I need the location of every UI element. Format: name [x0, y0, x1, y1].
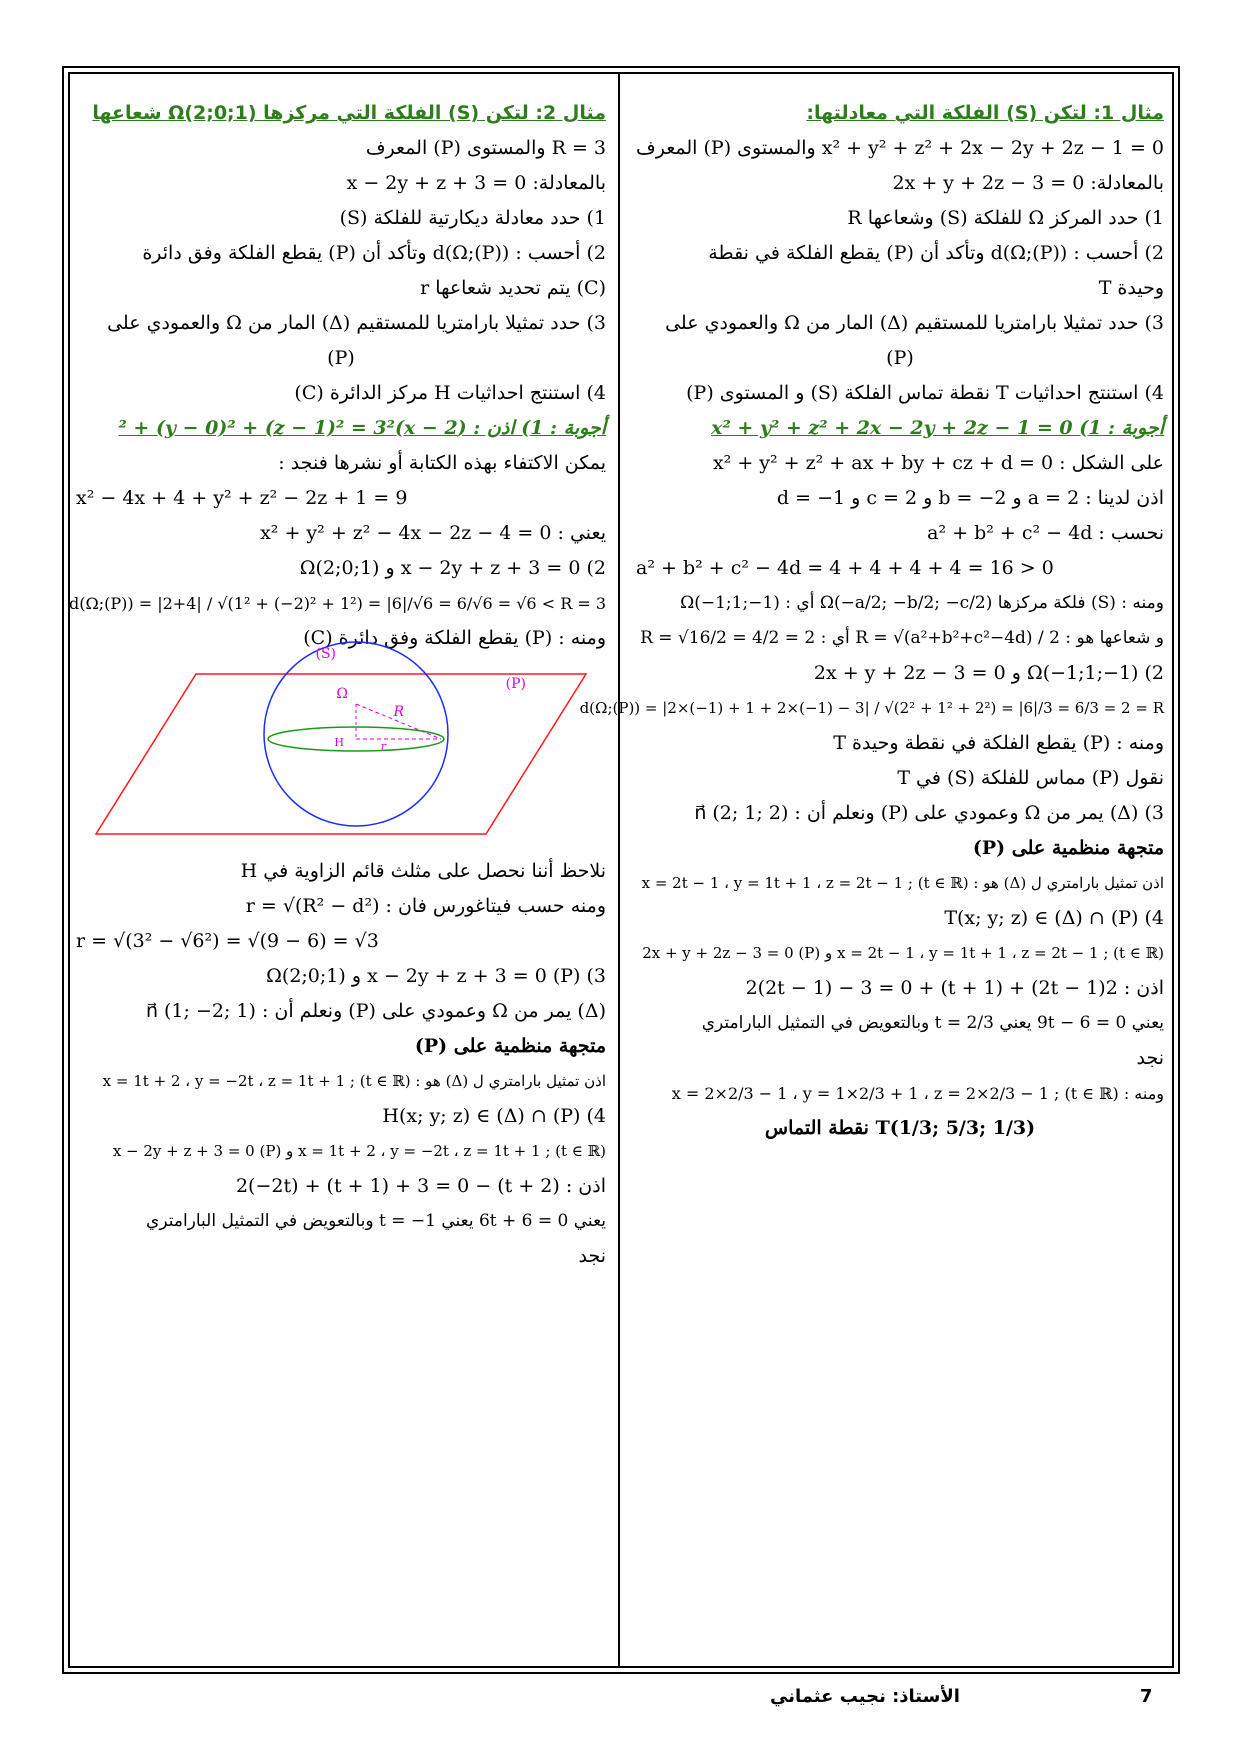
ex1-normal-vector-label: متجهة منظمية على (P) [972, 837, 1164, 859]
example-1-title: مثال 1: لتكن (S) الفلكة التي معادلتها: [806, 102, 1164, 124]
example-1-column [579, 96, 1164, 1146]
ex2-r-value: r = √(3² − √6²) = √(9 − 6) = √3 [76, 930, 379, 952]
ex2-question-1: 1) حدد معادلة ديكارتية للفلكة (S) [339, 207, 606, 229]
radius-label: R [393, 704, 404, 720]
ex1-answers-heading: أجوبة : 1) x² + y² + z² + 2x − 2y + 2z − 1 = 0 [711, 417, 1164, 439]
ex2-substitution: اذن : (t + 2) − 2(−2t) + (t + 1) + 3 = 0 [235, 1175, 606, 1197]
ex2-part3-normal: (Δ) يمر من Ω وعمودي على (P) ونعلم أن : n⃗ (1; −2; 1) [145, 1000, 606, 1022]
ex1-substitution: اذن : 2(2t − 1) + (t + 1) + 2(2t − 1) − 3 = 0 [745, 977, 1164, 999]
ex1-distance: d(Ω;(P)) = |2×(−1) + 1 + 2×(−1) − 3| / √(2² + 1² + 2²) = |6|/3 = 6/3 = 2 = R [579, 699, 1164, 717]
ex2-question-2: 2) أحسب : d(Ω;(P)) وتأكد أن (P) يقطع الفلكة وفق دائرة [142, 242, 606, 264]
ex1-question-4: 4) استنتج احداثيات T نقطة تماس الفلكة (S) و المستوى (P) [686, 382, 1164, 404]
center-label: Ω [336, 686, 348, 702]
ex1-part2-given: 2) Ω(−1;1;−1) و 2x + y + 2z − 3 = 0 [813, 662, 1164, 684]
ex2-system: x = 1t + 2 ، y = −2t ، z = 1t + 1 ; (t ∈ ℝ) و (P) x − 2y + z + 3 = 0 [112, 1142, 606, 1160]
ex2-cartesian: يعني : x² + y² + z² − 4x − 2z − 4 = 0 [260, 522, 606, 544]
ex2-answers-heading: أجوبة : 1) اذن : (x − 2)² + (y − 0)² + (z − 1)² = 3² [118, 417, 606, 439]
ex2-question-2-cont: (C) يتم تحديد شعاعها r [420, 277, 606, 299]
sphere-label: (S) [315, 646, 336, 662]
ex2-solve-t: يعني 6t + 6 = 0 يعني t = −1 وبالتعويض في التمثيل البارامتري [146, 1211, 606, 1231]
page-number: 7 [1140, 1686, 1153, 1707]
ex1-center: ومنه : (S) فلكة مركزها Ω(−a/2; −b/2; −c/2) أي : Ω(−1;1;−1) [680, 593, 1164, 613]
ex1-general-form: على الشكل : x² + y² + z² + ax + by + cz + d = 0 [712, 452, 1164, 474]
ex2-parametric: اذن تمثيل بارامتري ل (Δ) هو : x = 1t + 2 ، y = −2t ، z = 1t + 1 ; (t ∈ ℝ) [102, 1072, 606, 1090]
ex2-question-4: 4) استنتج احداثيات H مركز الدائرة (C) [294, 382, 606, 404]
ex1-question-3-cont: (P) [886, 347, 914, 369]
ex1-tangent-point: T(1/3; 5/3; 1/3) نقطة التماس [764, 1117, 1036, 1139]
ex2-right-triangle: نلاحظ أننا نحصل على مثلث قائم الزاوية في H [240, 860, 606, 882]
ex1-question-2: 2) أحسب : d(Ω;(P)) وتأكد أن (P) يقطع الفلكة في نقطة [708, 242, 1164, 264]
ex2-note: يمكن الاكتفاء بهذه الكتابة أو نشرها فنجد : [278, 452, 606, 474]
ex2-distance: d(Ω;(P)) = |2+4| / √(1² + (−2)² + 1²) = |6|/√6 = 6/√6 = √6 < R = 3 [69, 594, 606, 613]
ex2-plane-equation: بالمعادلة: x − 2y + z + 3 = 0 [346, 172, 606, 194]
ex1-question-1: 1) حدد المركز Ω للفلكة (S) وشعاعها R [847, 207, 1164, 229]
column-divider [618, 72, 620, 1666]
ex2-question-3: 3) حدد تمثيلا بارامتريا للمستقيم (Δ) المار من Ω والعمودي على [107, 312, 606, 334]
ex1-equation-line: x² + y² + z² + 2x − 2y + 2z − 1 = 0 والمستوى (P) المعرف [636, 137, 1164, 159]
ex1-single-point: ومنه : (P) يقطع الفلكة في نقطة وحيدة T [833, 732, 1164, 754]
ex1-solve-t: يعني 9t − 6 = 0 يعني t = 2/3 وبالتعويض في التمثيل البارامتري [701, 1013, 1164, 1033]
ex2-part3-given: 3) x − 2y + z + 3 = 0 (P) و Ω(2;0;1) [266, 965, 606, 987]
ex1-compute-label: نحسب : a² + b² + c² − 4d [927, 522, 1164, 544]
ex2-find: نجد [578, 1245, 606, 1267]
ex1-discriminant: a² + b² + c² − 4d = 4 + 4 + 4 + 4 = 16 > 0 [636, 557, 1054, 579]
ex2-expanded: x² − 4x + 4 + y² + z² − 2z + 1 = 9 [76, 487, 408, 509]
author-credit: الأستاذ: نجيب عثماني [770, 1686, 960, 1707]
example-2-column [69, 96, 606, 1274]
ex1-part4: 4) T(x; y; z) ∈ (Δ) ∩ (P) [944, 907, 1164, 929]
ex2-circle-intersection: ومنه : (P) يقطع الفلكة وفق دائرة (C) [303, 627, 606, 649]
ex1-values: ومنه : x = 2×2/3 − 1 ، y = 1×2/3 + 1 ، z = 2×2/3 − 1 ; (t ∈ ℝ) [671, 1084, 1164, 1103]
ex1-radius: و شعاعها هو : R = √(a²+b²+c²−4d) / 2 أي : R = √16/2 = 4/2 = 2 [640, 628, 1164, 648]
plane-label: (P) [505, 676, 526, 692]
ex2-question-3-cont: (P) [327, 347, 355, 369]
example-2-title: مثال 2: لتكن (S) الفلكة التي مركزها Ω(2;0;1) شعاعها [92, 102, 606, 124]
ex1-question-2-cont: وحيدة T [1098, 277, 1164, 299]
ex2-normal-vector-label: متجهة منظمية على (P) [414, 1035, 606, 1057]
ex2-pythagoras: ومنه حسب فيتاغورس فان : r = √(R² − d²) [245, 895, 606, 917]
ex1-parametric: اذن تمثيل بارامتري ل (Δ) هو : x = 2t − 1 ، y = 1t + 1 ، z = 2t − 1 ; (t ∈ ℝ) [641, 874, 1164, 892]
ex1-part3-normal: 3) (Δ) يمر من Ω وعمودي على (P) ونعلم أن : n⃗ (2; 1; 2) [694, 802, 1164, 824]
foot-label: H [334, 736, 344, 749]
ex1-plane-equation: بالمعادلة: 2x + y + 2z − 3 = 0 [892, 172, 1164, 194]
sphere-plane-figure [86, 646, 606, 844]
small-radius-label: r [380, 740, 386, 753]
ex1-coefficients: اذن لدينا : a = 2 و b = −2 و c = 2 و d = −1 [776, 487, 1164, 509]
ex2-part4: 4) H(x; y; z) ∈ (Δ) ∩ (P) [382, 1105, 606, 1127]
ex1-system: x = 2t − 1 ، y = 1t + 1 ، z = 2t − 1 ; (t ∈ ℝ) و (P) 2x + y + 2z − 3 = 0 [642, 944, 1164, 962]
ex2-radius-plane: R = 3 والمستوى (P) المعرف [365, 137, 606, 159]
ex1-question-3: 3) حدد تمثيلا بارامتريا للمستقيم (Δ) المار من Ω والعمودي على [665, 312, 1164, 334]
ex2-part2-given: 2) x − 2y + z + 3 = 0 و Ω(2;0;1) [299, 557, 606, 579]
ex1-find: نجد [1136, 1047, 1164, 1069]
ex1-tangent: نقول (P) مماس للفلكة (S) في T [897, 767, 1164, 789]
